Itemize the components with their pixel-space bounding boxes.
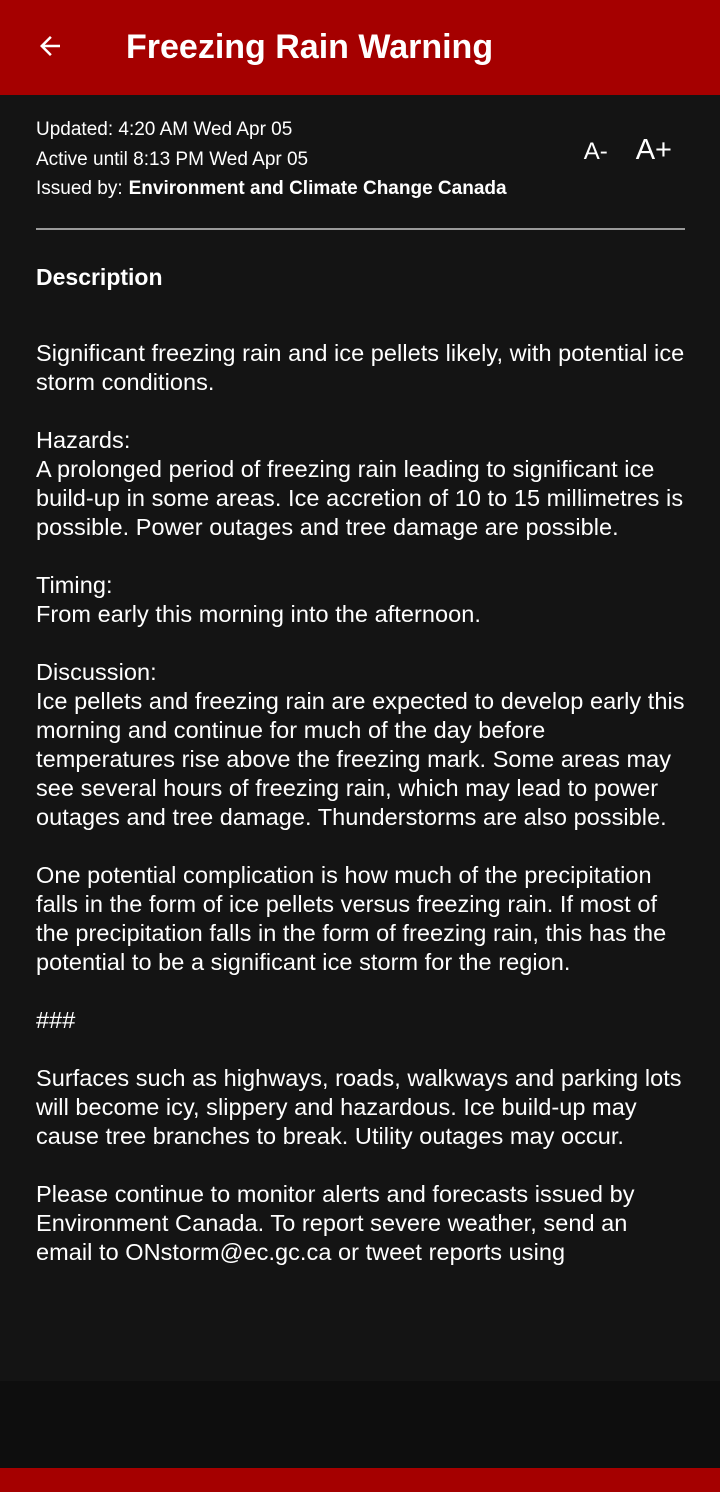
bottom-strip (0, 1468, 720, 1492)
font-size-controls (584, 134, 672, 167)
bottom-area (0, 1381, 720, 1468)
font-decrease-button[interactable]: A- (583, 138, 608, 165)
active-until: Active until 8:13 PM Wed Apr 05 (36, 148, 309, 170)
font-increase-button[interactable]: A+ (635, 134, 672, 166)
back-button[interactable] (30, 26, 70, 66)
divider (36, 228, 685, 230)
updated-timestamp: Updated: 4:20 AM Wed Apr 05 (36, 119, 293, 140)
description-scroll-area[interactable] (36, 339, 688, 1381)
page-title: Freezing Rain Warning (126, 28, 494, 66)
issued-by-value: Environment and Climate Change Canada (128, 178, 507, 199)
issued-by-label: Issued by: (36, 178, 123, 199)
issued-by (36, 174, 507, 204)
description-heading: Description (36, 264, 163, 290)
app-bar (0, 0, 720, 95)
arrow-left-icon (35, 31, 65, 61)
alert-meta (36, 115, 507, 204)
description-text: Significant freezing rain and ice pellets likely, with potential ice storm conditions. Hazards: A prolonged period of freezing rain leading to significant ice build-up in some areas. Ice accretion of 10 to 15 millimetres is possible. Power outages and tree damage are possible. Timing: From early this morning into the afternoon. Discussion: Ice pellets and freezing rain are expected to develop early this morning and continue for much of the day before temperatures rise above the freezing mark. Some areas may see several hours of freezing rain, which may lead to power outages and tree damage. Thunderstorms are also possible. One potential complication is how much of the precipitation falls in the form of ice pellets versus freezing rain. If most of the precipitation falls in the form of freezing rain, this has the potential to be a significant ice storm for the region. ### Surfaces such as highways, roads, walkways and parking lots will become icy, slippery and hazardous. Ice build-up may cause tree branches to break. Utility outages may occur. Please continue to monitor alerts and forecasts issued by Environment Canada. To report severe weather, send an email to ONstorm@ec.gc.ca or tweet reports using (36, 340, 685, 1265)
